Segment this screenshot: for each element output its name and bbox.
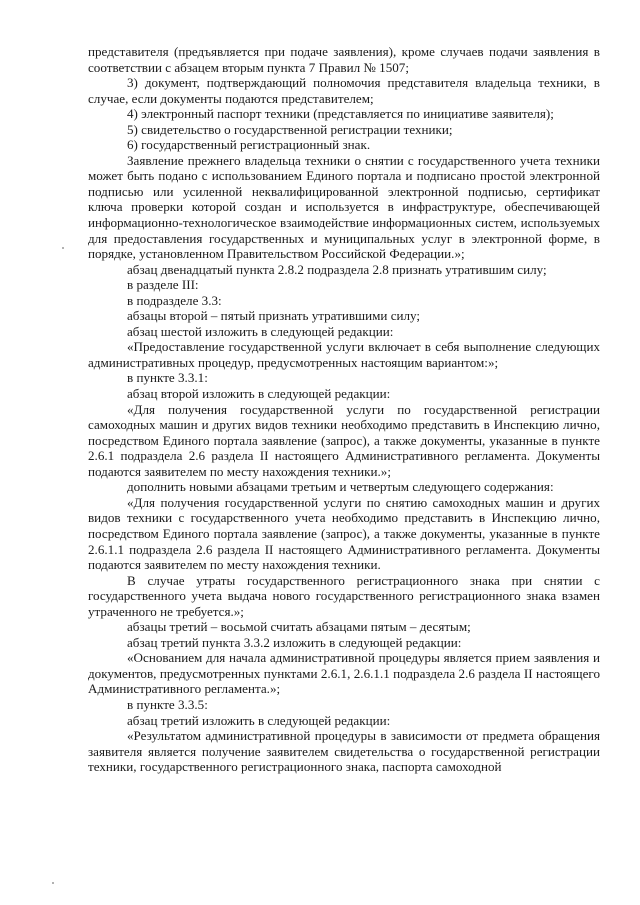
paragraph-2: 3) документ, подтверждающий полномочия представителя владельца техники, в случае, если документы подаются представителем; [88,75,600,106]
paragraph-1: представителя (предъявляется при подаче заявления), кроме случаев подачи заявления в соответствии с абзацем вторым пункта 7 Правил № 1507; [88,44,600,75]
paragraph-21: «Основанием для начала административной процедуры является прием заявления и документов, предусмотренных пунктами 2.6.1, 2.6.1.1 подраздела 2.6 раздела II настоящего Административного регламента.»; [88,650,600,697]
paragraph-6: Заявление прежнего владельца техники о снятии с государственного учета техники может быть подано с использованием Единого портала и подписано простой электронной подписью или усиленной неквалифицированной электронной подписью, сертификат ключа проверки которой создан и используется в инфраструктуре, обеспечивающей информационно-технологическое взаимодействие информационных систем, используемых для предоставления государственных и муниципальных услуг в электронной форме, в порядке, установленном Правительством Российской Федерации.»; [88,152,600,262]
paragraph-4: 5) свидетельство о государственной регистрации техники; [127,121,453,137]
paragraph-20: абзац третий пункта 3.3.2 изложить в следующей редакции: [127,634,462,650]
scan-speck [52,882,54,884]
document-body [88,44,600,775]
paragraph-11: абзац шестой изложить в следующей редакции: [127,323,394,339]
paragraph-10: абзацы второй – пятый признать утратившими силу; [127,308,421,324]
paragraph-9: в подразделе 3.3: [127,292,222,308]
paragraph-8: в разделе III: [127,277,199,293]
paragraph-5: 6) государственный регистрационный знак. [127,137,371,153]
paragraph-22: в пункте 3.3.5: [127,696,208,712]
paragraph-19: абзацы третий – восьмой считать абзацами пятым – десятым; [127,619,471,635]
paragraph-13: в пункте 3.3.1: [127,370,208,386]
scan-speck [62,247,64,249]
paragraph-18: В случае утраты государственного регистрационного знака при снятии с государственного учета выдача нового государственного регистрационного знака взамен утраченного не требуется.»; [88,572,600,619]
paragraph-24: «Результатом административной процедуры в зависимости от предмета обращения заявителя является получение заявителем свидетельства о государственной регистрации техники, государственного регистрационного знака, паспорта самоходной [88,728,600,775]
paragraph-3: 4) электронный паспорт техники (представляется по инициативе заявителя); [127,106,554,122]
paragraph-17: «Для получения государственной услуги по снятию самоходных машин и других видов техники с государственного учета необходимо представить в Инспекцию лично, посредством Единого портала заявление (запрос), а также документы, указанные в пункте 2.6.1.1 подраздела 2.6 раздела II настоящего Административного регламента. Документы подаются заявителем по месту нахождения техники. [88,494,600,573]
paragraph-12: «Предоставление государственной услуги включает в себя выполнение следующих административных процедур, предусмотренных настоящим вариантом:»; [88,339,600,370]
paragraph-23: абзац третий изложить в следующей редакции: [127,712,391,728]
paragraph-15: «Для получения государственной услуги по государственной регистрации самоходных машин и других видов техники необходимо представить в Инспекцию лично, посредством Единого портала заявление (запрос), а также документы, указанные в пункте 2.6.1 подраздела 2.6 раздела II настоящего Административного регламента. Документы подаются заявителем по месту нахождения техники.»; [88,401,600,479]
paragraph-14: абзац второй изложить в следующей редакции: [127,386,391,402]
paragraph-7: абзац двенадцатый пункта 2.8.2 подраздела 2.8 признать утратившим силу; [127,261,547,277]
paragraph-16: дополнить новыми абзацами третьим и четвертым следующего содержания: [127,479,554,495]
